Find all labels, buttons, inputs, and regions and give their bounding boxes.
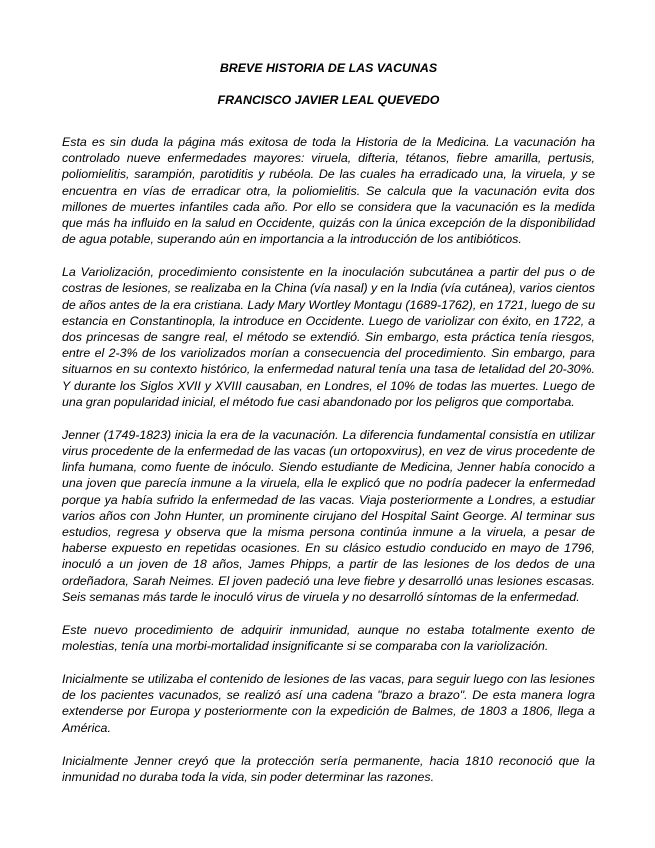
document-author: FRANCISCO JAVIER LEAL QUEVEDO bbox=[217, 93, 440, 107]
paragraph: Inicialmente Jenner creyó que la protección sería permanente, hacia 1810 reconoció que la inmunidad no duraba toda la vida, sin poder determinar las razones. bbox=[62, 753, 595, 784]
paragraph: Este nuevo procedimiento de adquirir inmunidad, aunque no estaba totalmente exento de molestias, tenía una morbi-mortalidad insignificante si se comparaba con la variolización. bbox=[62, 622, 595, 654]
document-title: BREVE HISTORIA DE LAS VACUNAS bbox=[219, 61, 438, 75]
document-body bbox=[62, 134, 595, 802]
paragraph: Inicialmente se utilizaba el contenido de lesiones de las vacas, para seguir luego con las lesiones de los pacientes vacunados, se realizó así una cadena "brazo a brazo". De esta manera logra extenderse por Europa y posteriormente con la expedición de Balmes, de 1803 a 1806, llega a América. bbox=[62, 672, 595, 735]
paragraph: Jenner (1749-1823) inicia la era de la vacunación. La diferencia fundamental consistía en utilizar virus procedente de la enfermedad de las vacas (un ortopoxvirus), en vez de virus procedente de linfa humana, como fuente de inóculo. Siendo estudiante de Medicina, Jenner había conocido a una joven que parecía inmune a la viruela, ella le explicó que no podría padecer la enfermedad porque ya había sufrido la enfermedad de las vacas. Viaja posteriormente a Londres, a estudiar varios años con John Hunter, un prominente cirujano del Hospital Saint George. Al terminar sus estudios, regresa y observa que la misma persona continúa inmune a la viruela, a pesar de haberse expuesto en repetidas ocasiones. En su clásico estudio conducido en mayo de 1796, inoculó a un joven de 18 años, James Phipps, a partir de las lesiones de los dedos de una ordeñadora, Sarah Neimes. El joven padeció una leve fiebre y desarrolló unas lesiones escasas. Seis semanas más tarde le inoculó virus de viruela y no desarrolló síntomas de la enfermedad. bbox=[62, 427, 595, 604]
paragraph: La Variolización, procedimiento consistente en la inoculación subcutánea a partir del pus o de costras de lesiones, se realizaba en la China (vía nasal) y en la India (vía cutánea), varios cientos de años antes de la era cristiana. Lady Mary Wortley Montagu (1689-1762), en 1721, luego de su estancia en Constantinopla, la introduce en Occidente. Luego de variolizar con éxito, en 1722, a dos princesas de sangre real, el método se extendió. Sin embargo, esta práctica tenía riesgos, entre el 2-3% de los variolizados morían a consecuencia del procedimiento. Sin embargo, para situarnos en su contexto histórico, la enfermedad natural tenía una tasa de letalidad del 20-30%. Y durante los Siglos XVII y XVIII causaban, en Londres, el 10% de todas las muertes. Luego de una gran popularidad inicial, el método fue casi abandonado por los peligros que comportaba. bbox=[62, 265, 595, 409]
paragraph: Esta es sin duda la página más exitosa de toda la Historia de la Medicina. La vacunación ha controlado nueve enfermedades mayores: viruela, difteria, tétanos, fiebre amarilla, pertusis, poliomielitis, sarampión, parotiditis y rubéola. De las cuales ha erradicado una, la viruela, y se encuentra en vías de erradicar otra, la poliomielitis. Se calcula que la vacunación evita dos millones de muertes infantiles cada año. Por ello se considera que la vacunación es la medida que más ha influido en la salud en Occidente, quizás con la única excepción de la disponibilidad de agua potable, superando aún en importancia a la introducción de los antibióticos. bbox=[62, 135, 595, 247]
